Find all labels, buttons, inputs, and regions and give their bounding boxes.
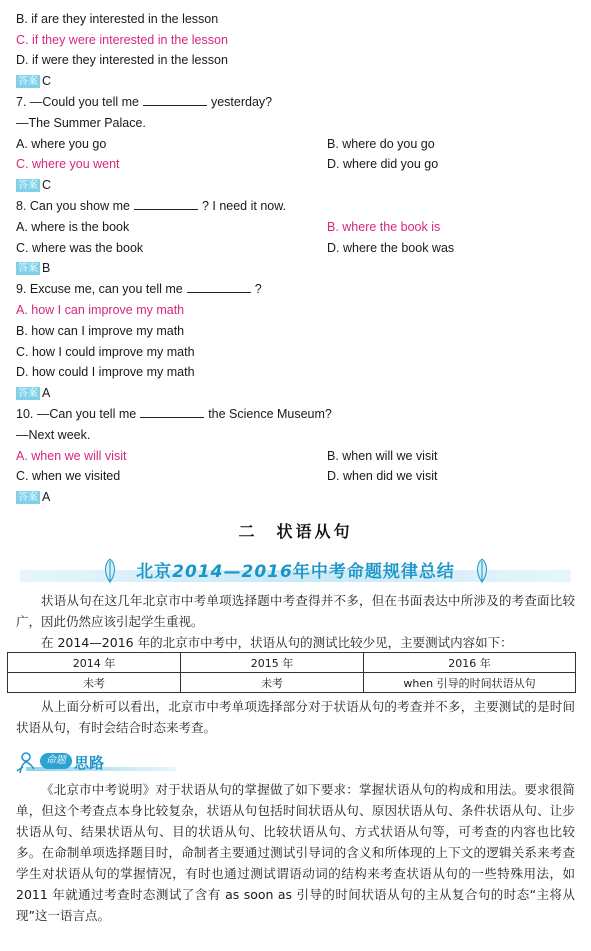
q10-answer: 答案 A — [18, 490, 51, 504]
q9-option-b: B. how can I improve my math — [16, 324, 185, 338]
q6-answer: 答案 C — [18, 74, 52, 88]
q6-option-b: B. if are they interested in the lesson — [16, 12, 219, 26]
q9-stem: 9. Excuse me, can you tell me ? — [16, 282, 262, 296]
intro-paragraph: 状语从句在这几年北京市中考单项选择题中考查得并不多，但在书面表达中所涉及的考查面比较广，因此仍然应该引起学生重视。 在 2014—2016 年的北京市中考中，状语从句的测试比较少见，主要测试内容如下： — [16, 593, 575, 650]
q10-option-b: B. when will we visit — [327, 449, 438, 463]
answer-blank — [134, 198, 198, 210]
table-row — [8, 673, 576, 693]
q9-option-c: C. how I could improve my math — [16, 345, 195, 359]
q6-option-d: D. if were they interested in the lesson — [16, 53, 228, 67]
table-header: 2015 年 — [181, 653, 364, 673]
q8-option-b: B. where the book is — [327, 220, 441, 234]
table-cell: 未考 — [8, 673, 181, 693]
exam-stat-table — [7, 652, 576, 693]
q7-answer: 答案 C — [18, 178, 52, 192]
q8-stem: 8. Can you show me ? I need it now. — [16, 199, 287, 213]
approach-pill: 命题 — [40, 753, 72, 769]
section-title: 二 状语从句 — [238, 522, 353, 541]
table-header: 2014 年 — [8, 653, 181, 673]
q8-answer: 答案 B — [18, 261, 51, 275]
answer-badge: 答案 — [18, 263, 38, 274]
q7-option-b: B. where do you go — [327, 137, 435, 151]
approach-header — [14, 751, 194, 775]
q10-reply: —Next week. — [16, 428, 91, 442]
q7-option-c: C. where you went — [16, 157, 120, 171]
q10-option-a: A. when we will visit — [16, 449, 127, 463]
table-header-row — [8, 653, 576, 673]
q7-option-d: D. where did you go — [327, 157, 439, 171]
answer-badge: 答案 — [18, 180, 38, 191]
q8-option-d: D. where the book was — [327, 241, 455, 255]
summary-banner — [20, 556, 571, 584]
q9-option-d: D. how could I improve my math — [16, 365, 195, 379]
feather-icon — [472, 558, 492, 584]
answer-blank — [187, 281, 251, 293]
table-header: 2016 年 — [364, 653, 576, 673]
q9-answer: 答案 A — [18, 386, 51, 400]
q8-option-a: A. where is the book — [16, 220, 130, 234]
answer-badge: 答案 — [18, 76, 38, 87]
q6-option-c: C. if they were interested in the lesson — [16, 33, 228, 47]
analysis-paragraph: 从上面分析可以看出，北京市中考单项选择部分对于状语从句的考查并不多，主要测试的是时间状语从句，有时会结合时态来考查。 — [16, 699, 575, 735]
answer-badge: 答案 — [18, 388, 38, 399]
answer-blank — [140, 406, 204, 418]
answer-badge: 答案 — [18, 492, 38, 503]
answer-blank — [143, 94, 207, 106]
q10-option-c: C. when we visited — [16, 469, 121, 483]
table-cell: when 引导的时间状语从句 — [364, 673, 576, 693]
banner-title: 北京2014—2016年中考命题规律总结 — [136, 562, 455, 582]
thinking-figure-icon — [14, 751, 40, 775]
q10-option-d: D. when did we visit — [327, 469, 438, 483]
approach-label: 思路 — [74, 754, 105, 772]
q7-stem: 7. —Could you tell me yesterday? — [16, 95, 273, 109]
q7-reply: —The Summer Palace. — [16, 116, 146, 130]
q10-stem: 10. —Can you tell me the Science Museum? — [16, 407, 332, 421]
approach-paragraph: 《北京市中考说明》对于状语从句的掌握做了如下要求：掌握状语从句的构成和用法。要求很简单，但这个考查点本身比较复杂，状语从句包括时间状语从句、原因状语从句、条件状语从句、让步状语从句、结果状语从句、目的状语从句、比较状语从句、方式状语从句等，可考查的内容也比较多。在命制单项选择题目时，命制者主要通过测试引导词的含义和所体现的上下文的逻辑关系来考查学生对状语从句的掌握情况，有时也通过测试谓语动词的结构来考查状语从句的一些特殊用法，如 2011 年就通过考查时态测试了含有 as soon as 引导的时间状语从句的主从复合句的时态“主将从现”这一语言点。 — [16, 782, 575, 923]
table-cell: 未考 — [181, 673, 364, 693]
q7-option-a: A. where you go — [16, 137, 107, 151]
q8-option-c: C. where was the book — [16, 241, 144, 255]
q9-option-a: A. how I can improve my math — [16, 303, 185, 317]
